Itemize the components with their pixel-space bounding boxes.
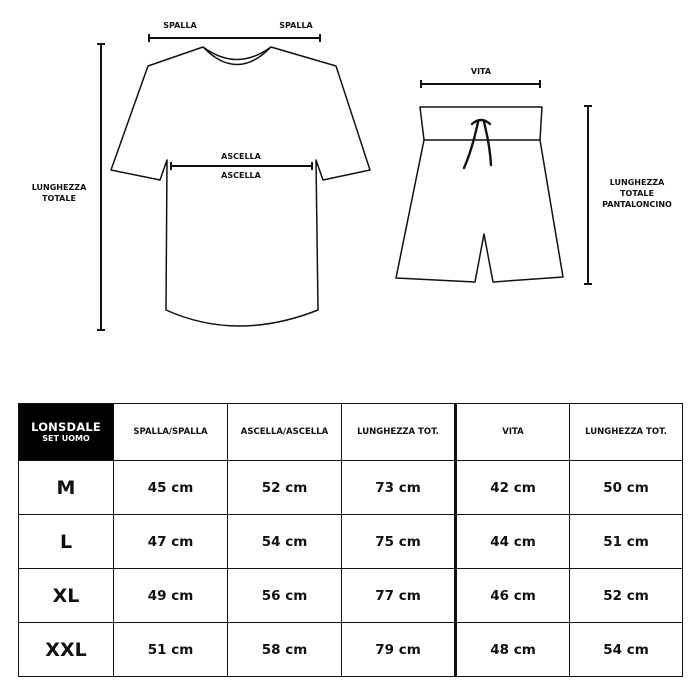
table-cell: 54 cm: [228, 515, 342, 569]
armpit-label-top: ASCELLA: [221, 152, 261, 161]
header-shoulder: SPALLA/SPALLA: [114, 404, 228, 461]
table-header-row: [19, 404, 683, 461]
table-cell: 51 cm: [114, 623, 228, 677]
table-cell: 49 cm: [114, 569, 228, 623]
table-cell: 54 cm: [570, 623, 683, 677]
table-row: [19, 515, 683, 569]
table-row: [19, 569, 683, 623]
table-cell: 75 cm: [342, 515, 456, 569]
table-row: [19, 461, 683, 515]
header-waist: VITA: [456, 404, 570, 461]
table-cell: 48 cm: [456, 623, 570, 677]
table-row: [19, 623, 683, 677]
table-cell: 79 cm: [342, 623, 456, 677]
table-cell: 46 cm: [456, 569, 570, 623]
header-shorts-length: LUNGHEZZA TOT.: [570, 404, 683, 461]
table-cell: 47 cm: [114, 515, 228, 569]
header-tshirt-length: LUNGHEZZA TOT.: [342, 404, 456, 461]
shorts-length-label-1: LUNGHEZZA: [609, 178, 665, 187]
table-cell: 50 cm: [570, 461, 683, 515]
tshirt-length-label-1: LUNGHEZZA: [31, 183, 87, 192]
table-cell: 52 cm: [228, 461, 342, 515]
waist-label: VITA: [470, 67, 492, 76]
shoulder-label-right: SPALLA: [279, 21, 313, 30]
shorts-length-label-3: PANTALONCINO: [602, 200, 672, 209]
table-cell: 77 cm: [342, 569, 456, 623]
armpit-label-bottom: ASCELLA: [221, 171, 261, 180]
shorts-length-label-2: TOTALE: [620, 189, 654, 198]
table-cell: 44 cm: [456, 515, 570, 569]
tshirt-length-label-2: TOTALE: [42, 194, 76, 203]
tshirt-outline: [111, 47, 370, 326]
size-label: L: [19, 515, 114, 569]
table-cell: 73 cm: [342, 461, 456, 515]
table-cell: 56 cm: [228, 569, 342, 623]
table-cell: 45 cm: [114, 461, 228, 515]
table-cell: 51 cm: [570, 515, 683, 569]
shorts-outline: [396, 107, 563, 282]
size-label: M: [19, 461, 114, 515]
brand-name: LONSDALE: [31, 419, 101, 434]
brand-cell: [19, 404, 114, 461]
size-table: [18, 403, 683, 677]
size-label: XL: [19, 569, 114, 623]
size-label: XXL: [19, 623, 114, 677]
table-cell: 52 cm: [570, 569, 683, 623]
brand-subtitle: SET UOMO: [42, 434, 90, 444]
table-cell: 58 cm: [228, 623, 342, 677]
shoulder-label-left: SPALLA: [163, 21, 197, 30]
header-armpit: ASCELLA/ASCELLA: [228, 404, 342, 461]
dimension-lines: [97, 34, 592, 330]
table-cell: 42 cm: [456, 461, 570, 515]
drawstring-icon: [464, 120, 491, 168]
